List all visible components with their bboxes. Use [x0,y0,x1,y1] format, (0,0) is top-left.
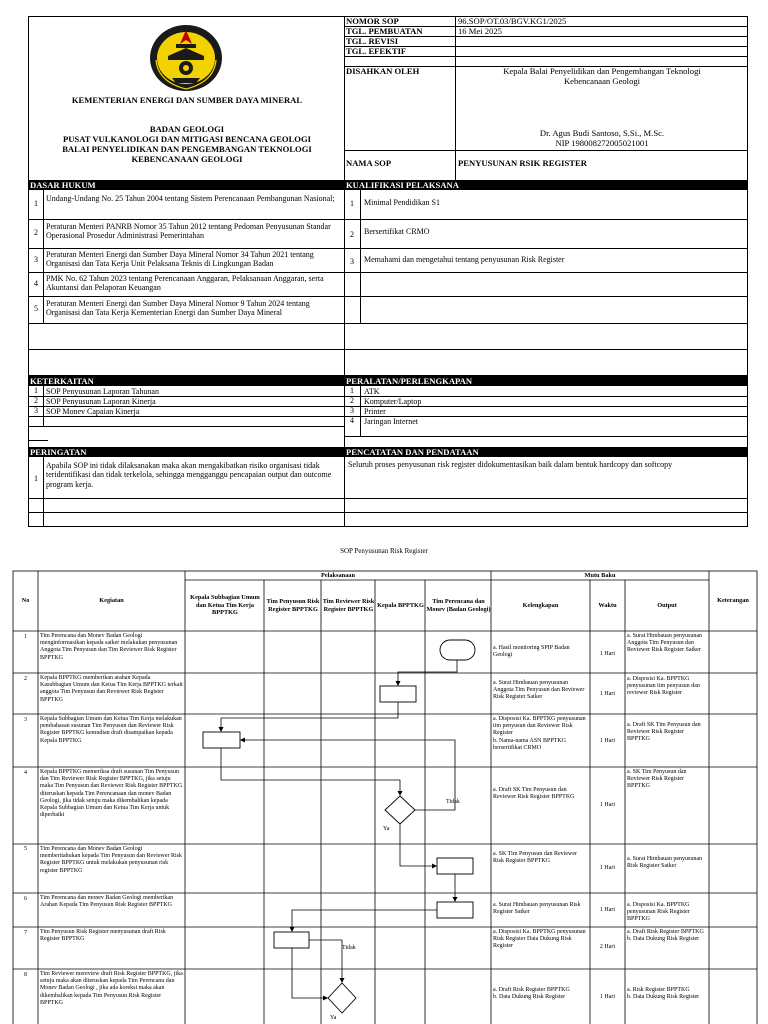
peralatan-no: 1 [350,386,354,395]
row-waktu: 1 Hari [599,802,616,808]
row-kegiatan: Tim Perencana dan Monev Badan Geologi menginformasikan kepada satker melakukan penyusunan Anggota Tim Penyusun dan Tim Reviewer Risk Register BPPTKG [40,633,178,661]
process-box-3 [203,732,240,748]
keterkaitan-no: 3 [34,406,38,415]
row-no: 2 [24,676,27,682]
peringatan-text: Apabila SOP ini tidak dilaksanakan maka akan mengakibatkan risiko organisasi tidak teridentifikasi dan tidak terkelola, sehingga mengganggu pencapaian output dan outcome program kerja. [46,461,332,489]
approver-title-1: Kepala Balai Penyelidikan dan Pengembangan Teknologi [503,66,701,76]
dasar-hukum-no: 1 [34,199,38,208]
row-kegiatan: Kepala BPPTKG memberikan arahan Kepada Kasubbagian Umum dan Ketua Tim Kerja BPPTKG terkait anggota Tim Penyusun dan Reviewer Risk Register BPPTKG [40,675,183,703]
peralatan-text: Printer [364,407,386,416]
keterkaitan-text: SOP Penyusunan Laporan Kinerja [46,397,156,406]
peralatan-header: PERALATAN/PERLENGKAPAN [344,376,748,386]
col-header-output: Output [657,601,677,609]
dasar-hukum-no: 4 [34,279,38,288]
col-header-actor: Tim Reviewer Risk Register BPPTKG [322,598,375,613]
kualifikasi-text: Minimal Pendidikan S1 [364,198,440,207]
dasar-hukum-text: Undang-Undang No. 25 Tahun 2004 tentang Sistem Perencanaan Pembangunan Nasional; [46,194,335,203]
row-no: 6 [24,896,27,902]
row-kelengkapan: a. SK Tim Penyusun dan Reviewer Risk Register BPPTKG [493,851,577,865]
col-header-kegiatan: Kegiatan [99,597,124,605]
dasar-hukum-text: PMK No. 62 Tahun 2023 tentang Perencanaan Anggaran, Pelaksanaan Anggaran, serta Akuntansi dan Pelaporan Keuangan [46,274,324,293]
row-waktu: 1 Hari [599,651,616,657]
dasar-hukum-no: 3 [34,255,38,264]
col-header-actor: Tim Penyusun Risk Register BPPTKG [266,598,320,613]
meta-value-pembuatan: 16 Mei 2025 [458,26,502,36]
label-ya: Ya [383,826,390,832]
peralatan-text: Komputer/Laptop [364,397,422,406]
dasar-hukum-no: 5 [34,304,38,313]
row-waktu: 1 Hari [599,994,616,1000]
peralatan-no: 2 [350,396,354,405]
kualifikasi-text: Bersertifikat CRMO [364,227,430,236]
keterkaitan-header: KETERKAITAN [28,376,344,386]
row-kelengkapan: a. Draft Risk Register BPPTKG b. Data Dukung Risk Register [493,987,570,1001]
sop-name-value: PENYUSUNAN RSIK REGISTER [458,158,587,168]
row-no: 8 [24,972,27,978]
agency-line-4: KEBENCANAAN GEOLOGI [131,154,243,164]
row-no: 5 [24,846,27,852]
ministry-title: KEMENTERIAN ENERGI DAN SUMBER DAYA MINERAL [71,95,303,105]
agency-line-2: PUSAT VULKANOLOGI DAN MITIGASI BENCANA GEOLOGI [62,134,312,144]
row-output: a. Risk Register BPPTKG b. Data Dukung Risk Register [627,987,700,1001]
row-output: a. Surat Himbauan penyusunan Risk Register Satker [627,856,702,870]
terminator-start [440,640,475,660]
process-box-5 [437,858,473,874]
dasar-hukum-header: DASAR HUKUM [28,180,344,190]
meta-label-efektif: TGL. EFEKTIF [346,46,407,56]
col-header-keterangan: Keterangan [717,597,749,605]
kualifikasi-no: 1 [350,199,354,208]
agency-line-3: BALAI PENYELIDIKAN DAN PENGEMBANGAN TEKNOLOGI [62,144,312,154]
agency-line-1: BADAN GEOLOGI [149,124,225,134]
col-header-pelaksanaan: Pelaksanaan [321,571,355,579]
dasar-hukum-text: Peraturan Menteri PANRB Nomor 35 Tahun 2012 tentang Pedoman Penyusunan Standar Operasional Prosedur Administrasi Pemerintahan [46,222,331,241]
row-output: a. Draft SK Tim Penyusun dan Reviewer Risk Register BPPTKG [627,722,701,743]
peringatan-header: PERINGATAN [28,447,344,457]
row-kegiatan: Tim Reviewer mereview draft Risk Register BPPTKG, jika setuju maka akan diteruskan kepada Tim Perencanu dan Monev Badan Geologi , jika ada koreksi maka akan dikembalikan kepada Tim Penyusun Risk Register BPPTKG [40,971,183,1006]
row-output: a. Disposisi Ka. BPPTKG penyusunan tim penyusun dan reviewer Risk Register [627,676,700,697]
peringatan-no: 1 [34,474,38,483]
row-no: 4 [24,770,27,776]
keterkaitan-no: 1 [34,386,38,395]
keterkaitan-text: SOP Monev Capaian Kinerja [46,407,140,416]
row-kegiatan: Kepala Subbagian Umum dan Ketua Tim Kerja melakukan pembahasan susunan Tim Penyusun dan Reviewer Risk Register BPPTKG kemudian draft disampaikan kepada Kepala BPPTKG [40,716,182,744]
approver-name: Dr. Agus Budi Santoso, S.Si., M.Sc. [539,128,665,138]
row-no: 7 [24,930,27,936]
peralatan-text: ATK [364,387,380,396]
kualifikasi-no: 2 [350,230,354,239]
peralatan-text: Jaringan Internet [364,417,418,426]
dasar-hukum-no: 2 [34,228,38,237]
kualifikasi-header: KUALIFIKASI PELAKSANA [344,180,748,190]
row-output: a. Disposisi Ka. BPPTKG penyusunan Risk Register BPPTKG [627,902,690,923]
col-header-kelengkapan: Kelengkapan [522,601,559,609]
process-box-2 [380,686,416,702]
col-header-actor: Kepala BPPTKG [377,601,424,609]
row-output: a. Draft Risk Register BPPTKG b. Data Dukung Risk Register [627,929,704,943]
decision-diamond-8 [328,983,356,1013]
dasar-hukum-text: Peraturan Menteri Energi dan Sumber Daya Mineral Nomor 9 Tahun 2024 tentang Organisasi dan Tata Kerja Kementerian Energi dan Sumber Daya Mineral [46,299,310,318]
pencatatan-text: Seluruh proses penyusunan risk register didokumentasikan baik dalam bentuk hardcopy dan softcopy [348,460,673,469]
col-header-no: No [21,597,30,605]
row-kelengkapan: a. Disposisi Ka. BPPTKG penyusunan Risk Register Data Dukung Risk Register [493,929,586,950]
col-header-waktu: Waktu [598,601,617,609]
row-waktu: 1 Hari [599,738,616,744]
row-output: a. SK Tim Penyusun dan Reviewer Risk Register BPPTKG [627,769,687,790]
pencatatan-header: PENCATATAN DAN PENDATAAN [344,447,748,457]
row-kegiatan: Kepala BPPTKG memeriksa draft susunan Tim Penyusun dan Tim Reviewer Risk Register BPPTKG, jika setuju maka Tim Penyusun dan Reviewer Risk Register BPPTKG diteruskan kepada Tim Perencanaan dan monev Badan Geologi, jika tidak setuju maka dikembalikan kepada Kepala Subbagian Umum dan Ketua Tim Kerja untuk diperbaiki [40,769,183,819]
row-waktu: 1 Hari [599,691,616,697]
process-box-7 [274,932,309,948]
label-tidak: Tidak [342,945,356,951]
row-kegiatan: Tim Penyusun Risk Register menyusunan draft Risk Register BPPTKG [40,929,166,943]
meta-label-revisi: TGL. REVISI [346,36,399,46]
keterkaitan-text: SOP Penyusunan Laporan Tahunan [46,387,159,396]
row-waktu: 2 Hari [599,944,616,950]
peralatan-no: 3 [350,406,354,415]
process-box-6 [437,902,473,918]
dasar-hukum-text: Peraturan Menteri Energi dan Sumber Daya Mineral Nomor 34 Tahun 2021 tentang Organisasi dan Tata Kerja Unit Pelaksana Teknis di Lingkungan Badan [46,250,314,269]
label-ya: Ya [330,1015,337,1021]
meta-label-disahkan: DISAHKAN OLEH [346,66,420,76]
meta-label-pembuatan: TGL. PEMBUATAN [346,26,423,36]
row-output: a. Surat Himbauan penyusunan Anggota Tim Penyusun dan Reviewer Risk Register Satker [627,633,702,654]
row-kegiatan: Tim Perencana dan monev Badan Geologi memberikan Arahan Kepada Tim Penyusun Risk Register BPPTKG [40,895,174,909]
col-header-mutu-baku: Mutu Baku [584,571,616,579]
col-header-actor: Kepala Subbagian Umum dan Ketua Tim Kerja BPPTKG [190,594,260,617]
kualifikasi-no: 3 [350,257,354,266]
row-no: 3 [24,717,27,723]
row-kelengkapan: a. Disposisi Ka. BPPTKG penyusunan tim penyusun dan Reviewer Risk Register b. Nama-nama ASN BPPTKG bersertifikat CRMO [493,716,586,751]
sop-name-label: NAMA SOP [346,158,392,168]
row-waktu: 1 Hari [599,865,616,871]
row-no: 1 [24,634,27,640]
peralatan-no: 4 [350,416,354,425]
row-kelengkapan: a. Hasil monitoring SPIP Badan Geologi [493,645,570,659]
meta-label-nomor: NOMOR SOP [346,16,399,26]
kualifikasi-text: Memahami dan mengetahui tentang penyusunan Risk Register [364,255,565,264]
decision-diamond-4 [385,796,415,824]
flow-title: SOP Penyusunan Risk Register [340,547,428,555]
meta-value-nomor: 96.SOP/OT.03/BGV.KG1/2025 [458,16,567,26]
col-header-actor: Tim Perencana dan Monev (Badan Geologi) [426,598,491,613]
label-tidak: Tidak [446,799,460,805]
row-waktu: 1 Hari [599,907,616,913]
approver-nip: NIP 198008272005021001 [555,138,649,148]
keterkaitan-no: 2 [34,396,38,405]
row-kelengkapan: a. Draft SK Tim Penyusun dan Reviewer Risk Register BPPTKG [493,787,575,801]
row-kelengkapan: a. Surat Himbauan penyusunan Risk Register Satker [493,902,581,916]
row-kelengkapan: a. Surat Himbauan penyusunan Anggota Tim Penyusun dan Reviewer Risk Register Satker [493,680,585,701]
row-kegiatan: Tim Perencana dan Monev Badan Geologi memberitahukan kepada Tim Penyusun dan Reviewer Risk Register BPPTKG untuk melakukan penyusunan risk register BPPTKG [40,846,182,874]
approver-title-2: Kebencanaan Geologi [563,76,641,86]
